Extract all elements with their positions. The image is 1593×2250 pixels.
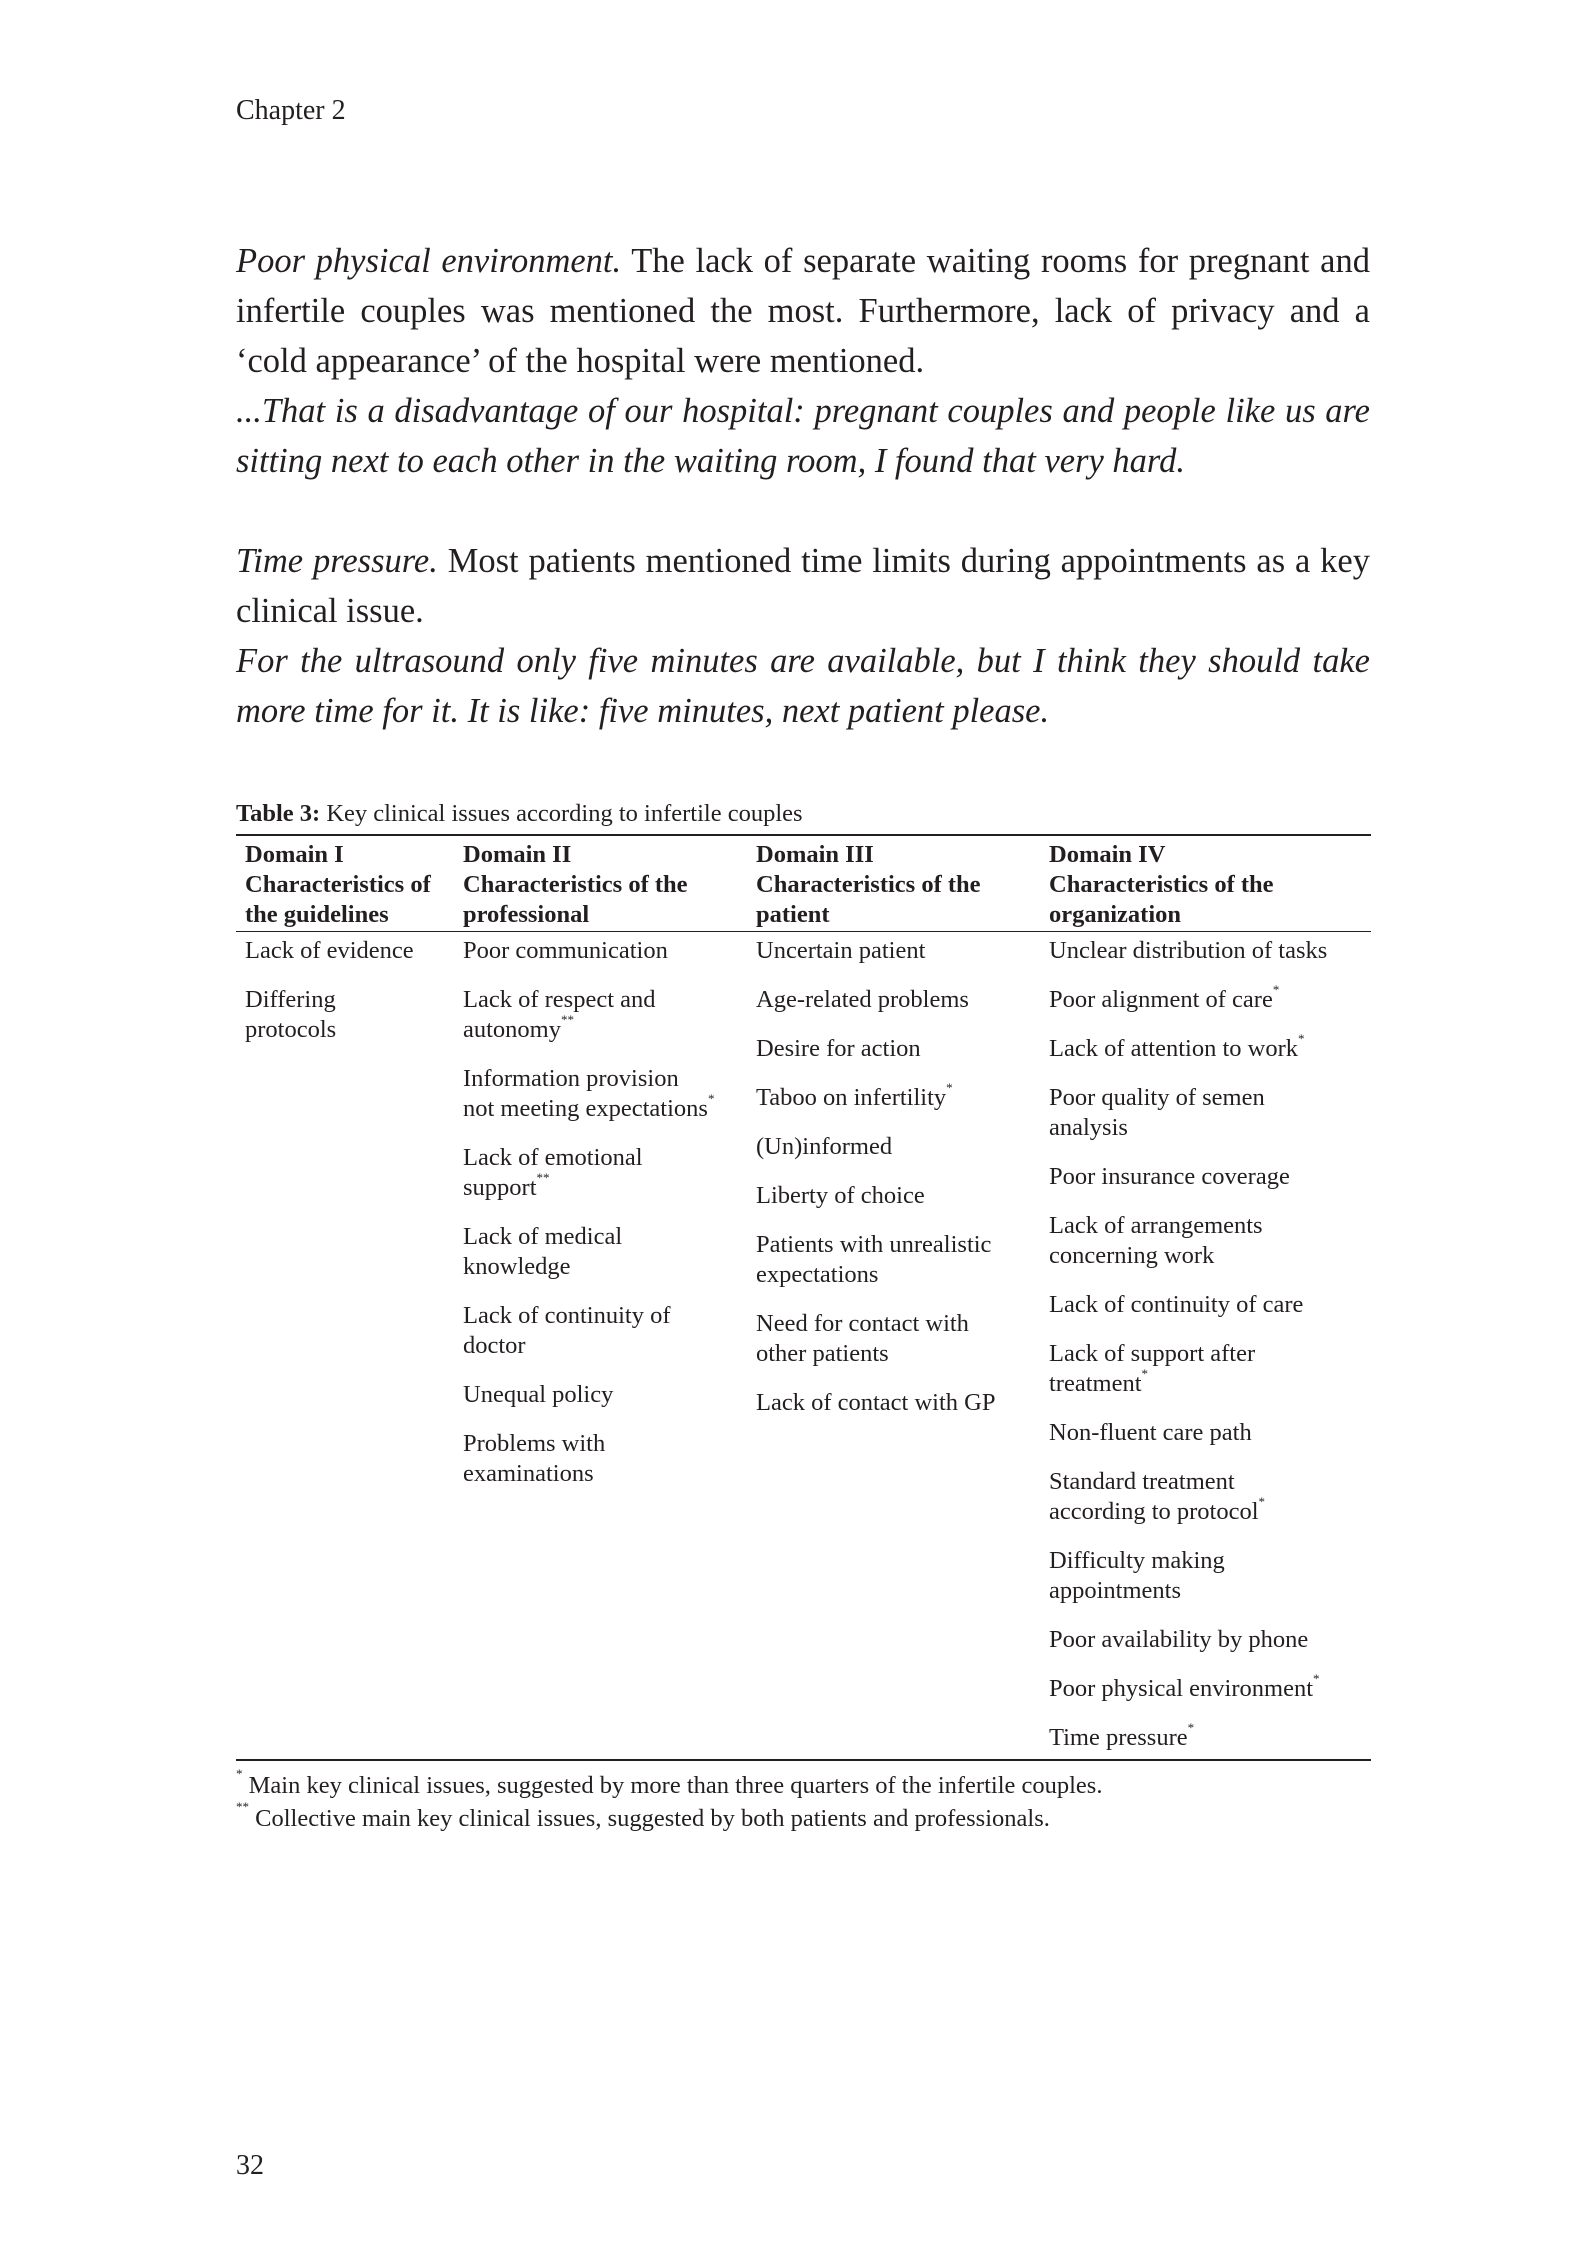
footnote-mark: * [1272, 982, 1280, 997]
issue-text: Difficulty making appointments [1049, 1547, 1225, 1604]
issue-item [1049, 1211, 1363, 1271]
issue-item [1049, 1031, 1363, 1064]
footnote [236, 1766, 1371, 1802]
footnote-mark: * [707, 1091, 715, 1106]
paragraph-text: The lack of separate waiting rooms for pregnant and infertile couples was mentioned the most. Furthermore, lack of privacy and a ‘cold appearance’ of the hospital were mentioned. [236, 242, 1370, 380]
issue-text: Poor quality of semen analysis [1049, 1084, 1265, 1141]
issue-item [1049, 982, 1363, 1015]
issue-item [463, 1222, 739, 1282]
column-header-domain-4: Domain IV Characteristics of the organization [1049, 841, 1274, 928]
issue-item [1049, 1418, 1363, 1448]
body-text [236, 236, 1370, 736]
footnote-text: Collective main key clinical issues, suggested by both patients and professionals. [249, 1805, 1050, 1832]
issue-text: Problems with examinations [463, 1430, 606, 1487]
issue-item [463, 1143, 739, 1203]
table-3 [236, 795, 1371, 1835]
paragraph-lead: Poor physical environment. [236, 242, 622, 280]
issue-text: Unequal policy [463, 1381, 614, 1408]
issue-text: Poor physical environment [1049, 1675, 1314, 1702]
issue-item [756, 1388, 1032, 1418]
issue-text: Poor insurance coverage [1049, 1163, 1290, 1190]
issue-item [463, 936, 739, 966]
paragraph-text: Most patients mentioned time limits during appointments as a key clinical issue. [236, 542, 1370, 630]
issue-item [1049, 1546, 1363, 1606]
issue-text: (Un)informed [756, 1133, 893, 1160]
issue-item [1049, 1339, 1363, 1399]
issue-text: Lack of respect and autonomy [463, 986, 656, 1043]
issue-text: Lack of attention to work [1049, 1035, 1299, 1062]
footnote [236, 1799, 1371, 1835]
table-cell-domain-3 [747, 932, 1040, 1761]
issue-text: Lack of support after treatment [1049, 1340, 1256, 1397]
issue-text: Non-fluent care path [1049, 1419, 1252, 1446]
footnote-mark: * [1298, 1031, 1305, 1046]
issue-item [1049, 1162, 1363, 1192]
footnote-text: Main key clinical issues, suggested by more than three quarters of the infertile couples. [242, 1772, 1103, 1799]
paragraph-time-pressure [236, 536, 1370, 636]
running-head: Chapter 2 [236, 95, 346, 126]
issue-text: Lack of continuity of care [1049, 1291, 1304, 1318]
issue-text: Poor alignment of care [1049, 986, 1273, 1013]
table-cell-domain-1 [236, 932, 454, 1761]
issue-item [463, 985, 739, 1045]
issue-text: Liberty of choice [756, 1182, 925, 1209]
footnote-mark: * [946, 1080, 953, 1095]
issue-text: Lack of arrangements concerning work [1049, 1212, 1263, 1269]
table-row [236, 932, 1371, 1761]
issue-item [756, 1181, 1032, 1211]
issue-item [756, 1080, 1032, 1113]
table-caption [236, 795, 1371, 834]
footnote-mark: ** [536, 1170, 550, 1185]
column-header-domain-2: Domain II Characteristics of the professional [463, 841, 688, 928]
footnote-mark: * [1258, 1494, 1266, 1509]
table-caption-text: Key clinical issues according to infertile couples [320, 800, 803, 827]
paragraph-lead: Time pressure. [236, 542, 438, 580]
issue-text: Lack of continuity of doctor [463, 1302, 671, 1359]
issue-item [756, 1034, 1032, 1064]
table-cell-domain-4 [1040, 932, 1371, 1761]
footnote-mark: * [1313, 1671, 1320, 1686]
issue-text: Standard treatment according to protocol [1049, 1468, 1259, 1525]
key-issues-table [236, 834, 1371, 1761]
issue-item [463, 1064, 739, 1124]
issue-text: Poor communication [463, 937, 668, 964]
issue-text: Lack of emotional support [463, 1144, 643, 1201]
table-cell-domain-2 [454, 932, 747, 1761]
footnote-mark: ** [561, 1012, 574, 1027]
paragraph-poor-physical-environment [236, 236, 1370, 386]
page-number: 32 [236, 2150, 264, 2181]
issue-text: Desire for action [756, 1035, 921, 1062]
issue-text: Patients with unrealistic expectations [756, 1231, 992, 1288]
issue-item [1049, 1083, 1363, 1143]
issue-text: Need for contact with other patients [756, 1310, 969, 1367]
table-header-row [236, 835, 1371, 932]
footnote-mark: * [236, 1766, 243, 1781]
issue-text: Uncertain patient [756, 937, 926, 964]
table-footnotes [236, 1766, 1371, 1835]
issue-item [756, 936, 1032, 966]
issue-item [245, 985, 446, 1045]
issue-item [1049, 1467, 1363, 1527]
issue-item [1049, 936, 1363, 966]
footnote-mark: * [1187, 1720, 1195, 1735]
issue-item [1049, 1720, 1363, 1753]
column-header-domain-3: Domain III Characteristics of the patient [756, 841, 981, 928]
patient-quote: ...That is a disadvantage of our hospital: pregnant couples and people like us are sitting next to each other in the waiting room, I found that very hard. [236, 392, 1370, 480]
issue-item [245, 936, 446, 966]
issue-item [756, 1230, 1032, 1290]
issue-text: Taboo on infertility [756, 1084, 947, 1111]
issue-text: Differing protocols [245, 986, 337, 1043]
issue-text: Unclear distribution of tasks [1049, 937, 1328, 964]
issue-item [1049, 1290, 1363, 1320]
table-caption-label: Table 3: [236, 800, 321, 827]
column-header-domain-1: Domain I Characteristics of the guidelines [245, 841, 431, 928]
footnote-mark: ** [236, 1799, 249, 1814]
issue-text: Age-related problems [756, 986, 969, 1013]
patient-quote: For the ultrasound only five minutes are available, but I think they should take more time for it. It is like: five minutes, next patient please. [236, 642, 1370, 730]
footnote-mark: * [1141, 1366, 1149, 1381]
issue-text: Lack of contact with GP [756, 1389, 996, 1416]
issue-text: Information provision not meeting expectations [463, 1065, 708, 1122]
issue-item [756, 985, 1032, 1015]
issue-item [1049, 1625, 1363, 1655]
issue-item [1049, 1671, 1363, 1704]
issue-text: Time pressure [1049, 1724, 1188, 1751]
issue-item [463, 1380, 739, 1410]
issue-text: Poor availability by phone [1049, 1626, 1309, 1653]
issue-text: Lack of evidence [245, 937, 414, 964]
issue-item [463, 1429, 739, 1489]
issue-text: Lack of medical knowledge [463, 1223, 623, 1280]
issue-item [463, 1301, 739, 1361]
issue-item [756, 1132, 1032, 1162]
issue-item [756, 1309, 1032, 1369]
